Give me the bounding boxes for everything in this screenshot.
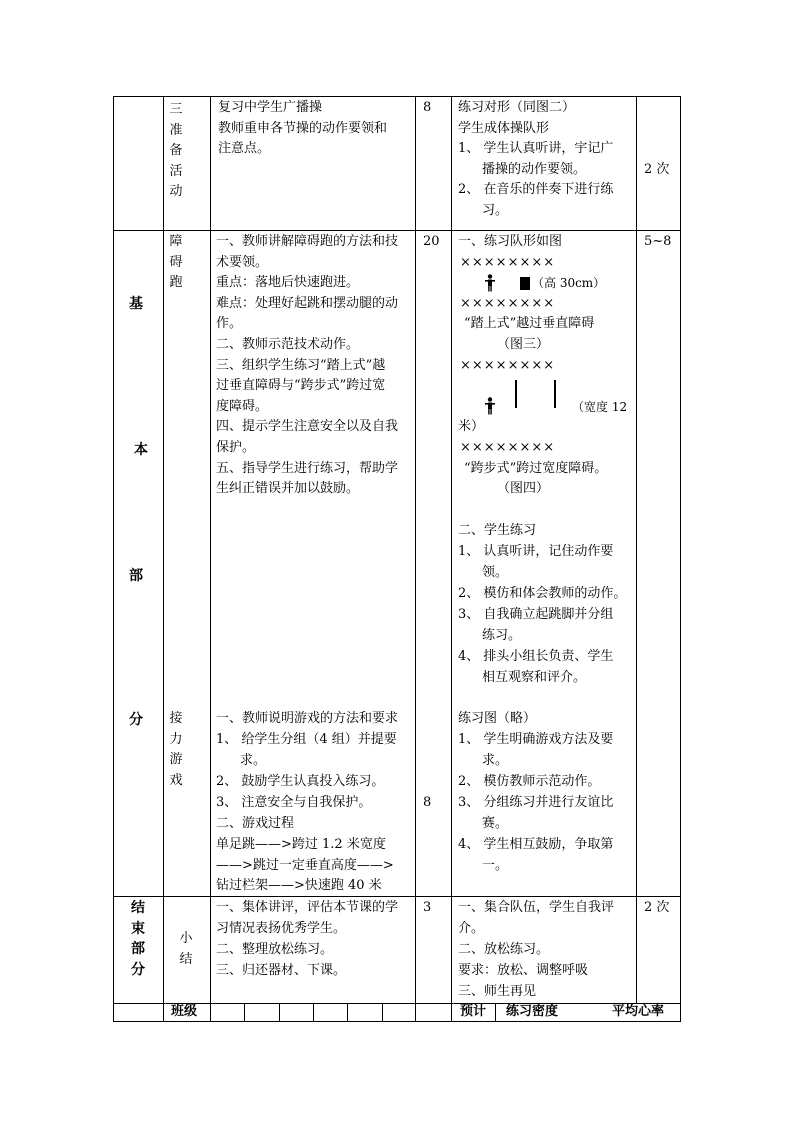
relay-minutes: 8	[423, 795, 432, 810]
text-line: 练习。	[482, 628, 522, 643]
text-line: 一、教师说明游戏的方法和要求	[216, 711, 399, 726]
text-line: 保护。	[216, 440, 256, 455]
density-label: 练习密度	[506, 1004, 559, 1019]
text-line: 生纠正错误并加以鼓励。	[216, 481, 360, 497]
text-line: 二、放松练习。	[458, 942, 550, 957]
text-line: 一、练习队形如图	[458, 234, 563, 249]
class-label: 班级	[171, 1004, 198, 1019]
text-line: 2、 在音乐的伴奏下进行练	[458, 182, 614, 198]
figure-caption: “踏上式”越过垂直障碍	[464, 316, 595, 332]
text-line: 3、 自我确立起跳脚并分组	[458, 607, 614, 622]
text-line: 1、 学生明确游戏方法及要	[458, 732, 614, 747]
text-line: 2、 模仿和体会教师的动作。	[458, 586, 627, 601]
text-line: 教师重申各节操的动作要领和	[218, 120, 388, 136]
text-line: 求。	[240, 753, 267, 768]
text-line: 学生成体操队形	[458, 120, 550, 136]
text-line: 要求：放松、调整呼吸	[458, 963, 589, 978]
student-figure-icon	[484, 397, 496, 415]
heart-rate-label: 平均心率	[612, 1004, 665, 1019]
text-line: 三、归还器材、下课。	[216, 963, 347, 978]
prep-section-label: 三 准 备 活 动	[169, 102, 183, 200]
text-line: 单足跳——>跨过 1.2 米宽度	[216, 837, 386, 852]
estimate-label: 预计	[460, 1004, 487, 1019]
formation-row: ××××××××	[460, 254, 556, 270]
text-line: 三、组织学生练习“踏上式”越	[216, 357, 386, 373]
text-line: 钻过栏架——>快速跑 40 米	[216, 878, 382, 893]
text-line: 二、学生练习	[458, 523, 537, 538]
text-line: 三、师生再见	[458, 984, 537, 999]
text-line: 复习中学生广播操	[218, 100, 323, 115]
figure-number: （图三）	[497, 337, 550, 352]
hurdle-minutes: 20	[423, 234, 440, 249]
text-line: 二、整理放松练习。	[216, 942, 334, 957]
text-line: 难点：处理好起跳和摆动腿的动	[216, 295, 399, 311]
text-line: 4、 学生相互鼓励，争取第	[458, 837, 614, 852]
text-line: 一。	[482, 858, 509, 873]
vertical-obstacle-icon	[520, 277, 530, 290]
text-line: 习情况表扬优秀学生。	[216, 921, 347, 936]
width-note: （宽度 12	[572, 399, 628, 414]
end-count: 2 次	[644, 900, 670, 915]
end-part-label: 结 束 部 分	[131, 900, 145, 978]
text-line: 作。	[216, 316, 243, 332]
text-line: 五、指导学生进行练习，帮助学	[216, 460, 399, 476]
text-line: 练习图（略）	[458, 711, 537, 726]
text-line: 介。	[458, 921, 485, 936]
text-line: 3、 注意安全与自我保护。	[216, 795, 372, 810]
text-line: 求。	[482, 753, 509, 768]
formation-row: ××××××××	[460, 440, 556, 455]
text-line: 1、 认真听讲，记住动作要	[458, 544, 614, 559]
text-line: 练习对形（同图二）	[458, 100, 576, 115]
text-line: 注意点。	[218, 141, 271, 157]
text-line: 二、教师示范技术动作。	[216, 337, 360, 352]
text-line: 1、 给学生分组（4 组）并提要	[216, 732, 397, 747]
prep-minutes: 8	[423, 100, 432, 115]
hurdle-count: 5~8	[644, 234, 672, 249]
formation-row: ××××××××	[460, 357, 556, 373]
text-line: 一、集体讲评，评估本节课的学	[216, 900, 399, 915]
text-line: 赛。	[482, 816, 509, 831]
text-line: 习。	[482, 203, 509, 218]
text-line: 二、游戏过程	[216, 816, 295, 831]
end-minutes: 3	[423, 900, 432, 915]
text-line: 2、 模仿教师示范动作。	[458, 774, 601, 789]
text-line: 术要领。	[216, 254, 269, 270]
text-line: 1、 学生认真听讲，宇记广	[458, 141, 614, 157]
summary-label: 小 结	[179, 931, 193, 967]
student-figure-icon	[484, 274, 496, 292]
width-note-cont: 米）	[458, 419, 485, 435]
text-line: 一、教师讲解障碍跑的方法和技	[216, 234, 399, 249]
height-note: （高 30cm）	[532, 276, 606, 291]
text-line: 一、集合队伍，学生自我评	[458, 900, 615, 915]
text-line: 2、 鼓励学生认真投入练习。	[216, 774, 385, 789]
basic-part-char: 部	[129, 568, 143, 584]
text-line: 四、提示学生注意安全以及自我	[216, 419, 399, 435]
text-line: 过垂直障碍与“跨步式”跨过宽	[216, 378, 386, 394]
figure-number: （图四）	[497, 481, 550, 497]
text-line: 播操的动作要领。	[482, 161, 587, 177]
text-line: 相互观察和评介。	[482, 670, 587, 685]
text-line: ——>跳过一定垂直高度——>	[216, 858, 394, 873]
figure-caption: “跨步式”跨过宽度障碍。	[464, 460, 608, 476]
text-line: 重点：落地后快速跑进。	[216, 275, 360, 291]
width-obstacle-icon	[514, 380, 559, 408]
text-line: 4、 排头小组长负责、学生	[458, 649, 614, 664]
text-line: 3、 分组练习并进行友谊比	[458, 795, 614, 810]
basic-part-char: 基	[129, 296, 143, 312]
hurdle-section-label: 障 碍 跑	[169, 234, 183, 291]
relay-section-label: 接 力 游 戏	[169, 711, 183, 788]
prep-count: 2 次	[644, 162, 670, 177]
basic-part-char: 分	[129, 712, 143, 728]
formation-row: ××××××××	[460, 295, 556, 311]
text-line: 领。	[482, 565, 509, 580]
text-line: 度障碍。	[216, 398, 269, 414]
basic-part-char: 本	[134, 442, 148, 458]
